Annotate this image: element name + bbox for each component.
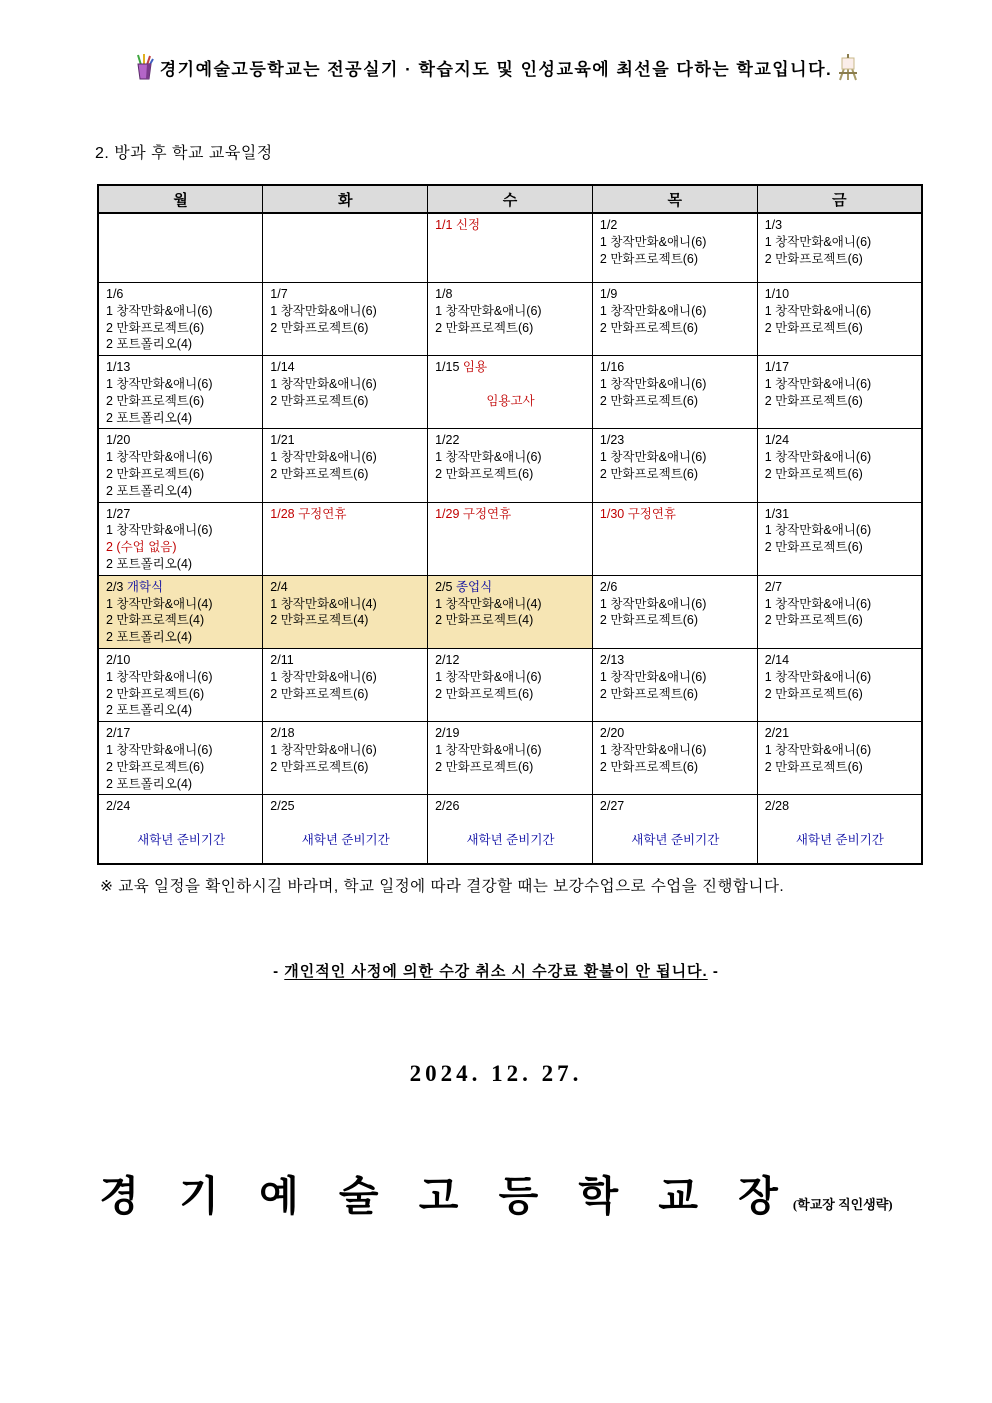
- calendar-day-cell: [98, 429, 263, 502]
- calendar-week-row: [98, 795, 922, 865]
- calendar-day-cell: [263, 356, 428, 429]
- calendar-day-cell: [263, 722, 428, 795]
- calendar-cell-line: 1/2: [599, 218, 618, 232]
- calendar-day-cell: [98, 648, 263, 721]
- calendar-cell-line: 1 창작만화&애니(6): [106, 376, 213, 391]
- calendar-cell-line: 2 만화프로젝트(6): [270, 320, 369, 335]
- calendar-cell-line: 2/13: [599, 652, 625, 667]
- calendar-cell-line: 1 창작만화&애니(6): [599, 303, 707, 318]
- calendar-cell-line: 1 창작만화&애니(6): [764, 596, 872, 611]
- calendar-cell-line: 2 만화프로젝트(4): [106, 613, 205, 628]
- calendar-cell-line: 1 창작만화&애니(6): [764, 523, 872, 538]
- calendar-cell-line: 2 만화프로젝트(6): [106, 320, 205, 335]
- calendar-day-cell: [98, 283, 263, 356]
- calendar-cell-line: 1/22: [435, 433, 460, 448]
- calendar-cell-line: 1 창작만화&애니(6): [270, 376, 377, 391]
- calendar-column-header: 수: [428, 185, 593, 213]
- calendar-cell-line: 1 창작만화&애니(6): [764, 234, 872, 249]
- calendar-cell-line: 1 창작만화&애니(6): [106, 523, 213, 538]
- calendar-cell-line: 2 만화프로젝트(6): [599, 466, 699, 481]
- calendar-day-cell: [263, 502, 428, 575]
- calendar-day-cell: [263, 575, 428, 648]
- calendar-cell-line: 2/7: [764, 579, 783, 594]
- calendar-cell-line: 2 만화프로젝트(6): [764, 759, 863, 774]
- calendar-cell-line: 2 만화프로젝트(6): [106, 393, 205, 408]
- calendar-day-cell: [757, 356, 922, 429]
- refund-underlined-text: 개인적인 사정에 의한 수강 취소 시 수강료 환불이 안 됩니다.: [284, 963, 708, 981]
- calendar-day-cell: [757, 795, 922, 865]
- calendar-cell-line: 2/19: [435, 726, 460, 741]
- calendar-cell-line: [435, 376, 586, 393]
- calendar-cell-line: 1/9: [599, 287, 618, 301]
- calendar-day-cell: [428, 722, 593, 795]
- calendar-cell-line: 1/10: [764, 287, 790, 301]
- calendar-cell-line: 2 만화프로젝트(6): [764, 686, 863, 701]
- calendar-column-header: 금: [757, 185, 922, 213]
- refund-prefix: -: [273, 963, 285, 981]
- calendar-cell-line: 1/29 구정연휴: [435, 506, 512, 521]
- calendar-cell-line: 2 만화프로젝트(6): [599, 686, 699, 701]
- calendar-cell-line: 2 만화프로젝트(6): [599, 320, 699, 335]
- calendar-cell-line: 2/11: [270, 652, 294, 667]
- calendar-cell-line: 1/23: [599, 433, 625, 448]
- calendar-cell-line: 2 만화프로젝트(4): [270, 613, 369, 628]
- calendar-cell-line: 2 만화프로젝트(6): [106, 466, 205, 481]
- calendar-week-row: [98, 283, 922, 356]
- calendar-cell-line: 2 만화프로젝트(6): [106, 759, 205, 774]
- calendar-week-row: [98, 502, 922, 575]
- calendar-cell-line: 1/21: [270, 433, 295, 448]
- calendar-day-cell: [757, 429, 922, 502]
- calendar-week-row: [98, 356, 922, 429]
- calendar-cell-line: 1/17: [764, 360, 790, 375]
- school-slogan: [0, 0, 992, 82]
- calendar-cell-line: 2 만화프로젝트(6): [435, 686, 534, 701]
- calendar-cell-line: 2 만화프로젝트(6): [599, 759, 699, 774]
- calendar-cell-line: 2 만화프로젝트(6): [435, 466, 534, 481]
- calendar-cell-line: 2 만화프로젝트(6): [764, 393, 863, 408]
- calendar-cell-line: 2/20: [599, 726, 625, 741]
- calendar-cell-line: 1/6: [106, 287, 124, 301]
- calendar-day-cell: [98, 213, 263, 283]
- calendar-day-cell: [428, 429, 593, 502]
- calendar-cell-line: 1/20: [106, 433, 131, 448]
- calendar-cell-line: 2 포트폴리오(4): [106, 703, 193, 718]
- calendar-cell-line: 1/27: [106, 506, 131, 521]
- schedule-note: ※ 교육 일정을 확인하시길 바라며, 학교 일정에 따라 결강할 때는 보강수업으로 수업을 진행합니다.: [100, 878, 785, 896]
- calendar-cell-line: 2/17: [106, 726, 131, 741]
- calendar-cell-line: 1 창작만화&애니(6): [435, 303, 542, 318]
- calendar-week-row: [98, 429, 922, 502]
- calendar-cell-line: 1 창작만화&애니(6): [435, 450, 542, 465]
- calendar-cell-line: 2 만화프로젝트(6): [599, 613, 699, 628]
- calendar-day-cell: [263, 429, 428, 502]
- calendar-cell-line: 2 만화프로젝트(6): [270, 393, 369, 408]
- calendar-cell-line: 1/3: [764, 218, 783, 232]
- calendar-header-row: [98, 185, 922, 213]
- calendar-cell-line: 1 창작만화&애니(6): [270, 450, 377, 465]
- calendar-cell-line: 새학년 준비기간: [137, 832, 226, 847]
- calendar-day-cell: [98, 575, 263, 648]
- calendar-cell-line: 1/30 구정연휴: [599, 506, 676, 521]
- calendar-week-row: [98, 213, 922, 283]
- calendar-day-cell: [428, 213, 593, 283]
- calendar-cell-line: 2/5 종업식: [435, 579, 493, 594]
- refund-suffix: -: [707, 963, 719, 981]
- calendar-cell-line: 2 만화프로젝트(6): [435, 320, 534, 335]
- calendar-cell-line: 1/28 구정연휴: [270, 506, 347, 521]
- calendar-cell-line: 새학년 준비기간: [466, 832, 555, 847]
- calendar-cell-line: [600, 815, 751, 832]
- calendar-cell-line: 2 만화프로젝트(6): [270, 759, 369, 774]
- calendar-cell-line: 1 창작만화&애니(6): [764, 669, 872, 684]
- calendar-day-cell: [98, 502, 263, 575]
- calendar-cell-line: 2/4: [270, 579, 288, 594]
- calendar-cell-line: 2 만화프로젝트(6): [764, 540, 863, 555]
- calendar-column-header: 목: [592, 185, 757, 213]
- calendar-cell-line: 1 창작만화&애니(4): [270, 596, 377, 611]
- calendar-column-header: 월: [98, 185, 263, 213]
- calendar-cell-line: 1 창작만화&애니(6): [435, 742, 542, 757]
- calendar-day-cell: [263, 648, 428, 721]
- calendar-cell-line: 2 만화프로젝트(6): [764, 251, 863, 266]
- calendar-week-row: [98, 648, 922, 721]
- calendar-cell-line: 1/1 신정: [435, 218, 481, 232]
- stamp-omitted-note: (학교장 직인생략): [792, 1197, 893, 1213]
- easel-icon: [835, 52, 861, 82]
- calendar-day-cell: [592, 502, 757, 575]
- calendar-cell-line: 1/14: [270, 360, 295, 375]
- calendar-cell-line: 1 창작만화&애니(6): [270, 742, 377, 757]
- calendar-cell-line: 1 창작만화&애니(6): [599, 742, 707, 757]
- calendar-day-cell: [428, 356, 593, 429]
- calendar-cell-line: [106, 815, 256, 832]
- calendar-day-cell: [757, 283, 922, 356]
- calendar-cell-line: 1 창작만화&애니(6): [599, 596, 707, 611]
- calendar-cell-line: [765, 815, 915, 832]
- calendar-week-row: [98, 722, 922, 795]
- calendar-cell-line: 2 포트폴리오(4): [106, 776, 193, 791]
- calendar-cell-line: 1 창작만화&애니(6): [106, 742, 213, 757]
- calendar-cell-line: 2 포트폴리오(4): [106, 410, 193, 425]
- calendar-cell-line: 2 (수업 없음): [106, 540, 177, 555]
- calendar-cell-line: 1/8: [435, 287, 453, 301]
- issue-date: 2024. 12. 27.: [409, 1061, 583, 1087]
- calendar-cell-line: 새학년 준비기간: [631, 832, 720, 847]
- calendar-cell-line: 새학년 준비기간: [795, 832, 884, 847]
- calendar-cell-line: [270, 815, 421, 832]
- calendar-cell-line: 1 창작만화&애니(6): [764, 303, 872, 318]
- calendar-body: [98, 213, 922, 864]
- calendar-day-cell: [757, 648, 922, 721]
- calendar-day-cell: [98, 795, 263, 865]
- calendar-day-cell: [428, 795, 593, 865]
- calendar-cell-line: 2/10: [106, 652, 131, 667]
- calendar-cell-line: 1 창작만화&애니(6): [599, 376, 707, 391]
- calendar-day-cell: [757, 722, 922, 795]
- calendar-day-cell: [592, 283, 757, 356]
- calendar-day-cell: [592, 795, 757, 865]
- calendar-column-header: 화: [263, 185, 428, 213]
- calendar-day-cell: [428, 648, 593, 721]
- calendar-day-cell: [757, 502, 922, 575]
- calendar-day-cell: [592, 575, 757, 648]
- refund-notice: [0, 960, 992, 981]
- calendar-cell-line: 2 만화프로젝트(6): [106, 686, 205, 701]
- calendar-day-cell: [98, 356, 263, 429]
- calendar-cell-line: 1 창작만화&애니(6): [599, 669, 707, 684]
- calendar-cell-line: 2 만화프로젝트(6): [599, 251, 699, 266]
- calendar-table: [97, 184, 923, 865]
- calendar-cell-line: 2 포트폴리오(4): [106, 337, 193, 352]
- calendar-cell-line: 2/12: [435, 652, 460, 667]
- calendar-cell-line: 1 창작만화&애니(4): [435, 596, 542, 611]
- calendar-day-cell: [98, 722, 263, 795]
- calendar-cell-line: 1/24: [764, 433, 790, 448]
- calendar-cell-line: 2/25: [270, 799, 295, 814]
- calendar-day-cell: [428, 575, 593, 648]
- section-title: 2. 방과 후 학교 교육일정: [95, 145, 273, 162]
- calendar-cell-line: 1/16: [599, 360, 625, 375]
- calendar-day-cell: [592, 356, 757, 429]
- calendar-cell-line: 2 만화프로젝트(6): [270, 686, 369, 701]
- calendar-day-cell: [592, 722, 757, 795]
- calendar-cell-line: 1 창작만화&애니(6): [764, 742, 872, 757]
- calendar-cell-line: 1 창작만화&애니(4): [106, 596, 213, 611]
- calendar-cell-line: 2/24: [106, 799, 131, 814]
- calendar-cell-line: 1 창작만화&애니(6): [106, 450, 213, 465]
- calendar-cell-line: 1 창작만화&애니(6): [270, 669, 377, 684]
- calendar-cell-line: 1 창작만화&애니(6): [106, 669, 213, 684]
- calendar-cell-line: 임용고사: [486, 393, 535, 408]
- school-slogan-text: 경기예술고등학교는 전공실기 · 학습지도 및 인성교육에 최선을 다하는 학교입니다.: [159, 59, 833, 79]
- calendar-cell-line: 2/26: [435, 799, 460, 814]
- calendar-cell-line: 2 만화프로젝트(6): [270, 466, 369, 481]
- calendar-cell-line: 2 만화프로젝트(6): [435, 759, 534, 774]
- calendar-day-cell: [428, 502, 593, 575]
- calendar-cell-line: 1 창작만화&애니(6): [764, 450, 872, 465]
- calendar-cell-line: 2/18: [270, 726, 295, 741]
- calendar-cell-line: 1 창작만화&애니(6): [435, 669, 542, 684]
- calendar-cell-line: 새학년 준비기간: [301, 832, 390, 847]
- calendar-day-cell: [592, 648, 757, 721]
- calendar-cell-line: 1/13: [106, 360, 131, 375]
- calendar-day-cell: [592, 213, 757, 283]
- calendar-cell-line: 2/27: [599, 799, 625, 814]
- calendar-cell-line: 2 만화프로젝트(6): [764, 466, 863, 481]
- calendar-cell-line: [435, 815, 586, 832]
- calendar-cell-line: 2/14: [764, 652, 790, 667]
- calendar-cell-line: 1/31: [764, 506, 790, 521]
- calendar-cell-line: 2/3 개학식: [106, 579, 164, 594]
- pencil-cup-icon: [131, 52, 157, 82]
- calendar-day-cell: [757, 213, 922, 283]
- calendar-day-cell: [428, 283, 593, 356]
- calendar-day-cell: [592, 429, 757, 502]
- calendar-cell-line: 1 창작만화&애니(6): [106, 303, 213, 318]
- principal-title: 경 기 예 술 고 등 학 교 장: [99, 1173, 793, 1220]
- calendar-day-cell: [757, 575, 922, 648]
- calendar-cell-line: 2 만화프로젝트(4): [435, 613, 534, 628]
- calendar-cell-line: 1 창작만화&애니(6): [599, 234, 707, 249]
- calendar-day-cell: [263, 283, 428, 356]
- calendar-cell-line: 1 창작만화&애니(6): [599, 450, 707, 465]
- calendar-cell-line: 1/7: [270, 287, 288, 301]
- calendar-cell-line: 2 포트폴리오(4): [106, 483, 193, 498]
- calendar-day-cell: [263, 795, 428, 865]
- calendar-cell-line: 2 포트폴리오(4): [106, 556, 193, 571]
- calendar-cell-line: 2/21: [764, 726, 790, 741]
- calendar-cell-line: 1/15 임용: [435, 360, 488, 375]
- principal-signature: [0, 1163, 992, 1222]
- calendar-week-row: [98, 575, 922, 648]
- calendar-cell-line: 2/28: [764, 799, 790, 814]
- calendar-cell-line: 2 포트폴리오(4): [106, 630, 193, 645]
- calendar-cell-line: 1 창작만화&애니(6): [764, 376, 872, 391]
- calendar-cell-line: 2/6: [599, 579, 618, 594]
- calendar-day-cell: [263, 213, 428, 283]
- calendar-cell-line: 1 창작만화&애니(6): [270, 303, 377, 318]
- calendar-cell-line: 2 만화프로젝트(6): [599, 393, 699, 408]
- calendar-cell-line: 2 만화프로젝트(6): [764, 320, 863, 335]
- calendar-cell-line: 2 만화프로젝트(6): [764, 613, 863, 628]
